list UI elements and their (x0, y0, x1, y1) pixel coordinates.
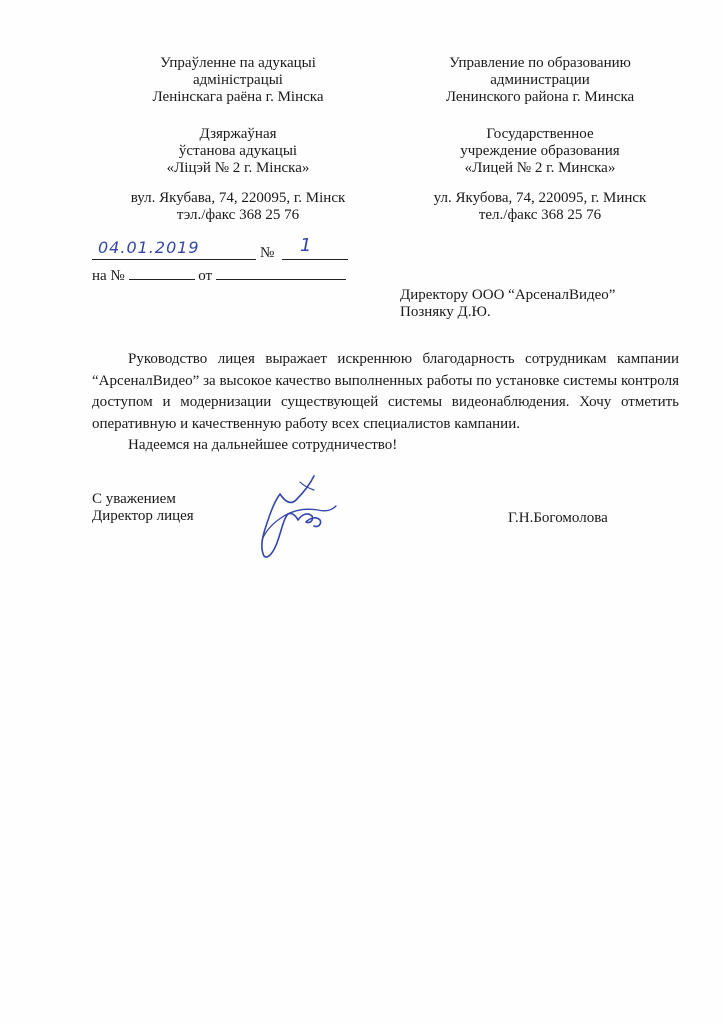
addressee-line: Директору ООО “АрсеналВидео” (400, 287, 616, 303)
signature-icon (244, 470, 344, 565)
org-block-by (88, 55, 388, 106)
inst-block-ru (390, 126, 690, 177)
handwritten-date: 04.01.2019 (98, 238, 200, 257)
closing-line: Директор лицея (92, 508, 194, 524)
signer-name: Г.Н.Богомолова (508, 510, 608, 526)
header-belarusian (88, 55, 388, 225)
org-line: Ленінскага раёна г. Мінска (152, 89, 324, 105)
ref-number-blank (129, 266, 195, 280)
inst-line: «Ліцэй № 2 г. Мінска» (166, 160, 310, 176)
org-line: Упраўленне па адукацыі (160, 55, 316, 71)
header-russian (390, 55, 690, 225)
closing-line: С уважением (92, 491, 176, 507)
org-block-ru (390, 55, 690, 106)
inst-line: Дзяржаўная (199, 126, 277, 142)
body-paragraph: Руководство лицея выражает искреннюю благодарность сотрудникам кампании “АрсеналВидео” за высокое качество выполненных работы по установке системы контроля доступом и модернизации существующей системы видеонаблюдения. Хочу отметить оперативную и качественную работу всех специалистов кампании. (92, 351, 679, 432)
number-underline (282, 259, 348, 260)
org-line: адміністрацыі (193, 72, 283, 88)
inst-block-by (88, 126, 388, 177)
handwritten-number: 1 (300, 235, 312, 256)
date-underline (92, 259, 256, 260)
addr-line: тел./факс 368 25 76 (478, 207, 602, 223)
addr-line: вул. Якубава, 74, 220095, г. Мінск (130, 190, 346, 206)
inst-line: ўстанова адукацыі (178, 143, 298, 159)
ref-date-blank (216, 266, 346, 280)
addr-block-by (88, 190, 388, 224)
org-line: Управление по образованию (449, 55, 631, 71)
number-label: № (260, 245, 275, 261)
addr-block-ru (390, 190, 690, 224)
registration-row (92, 235, 352, 263)
inst-line: Государственное (486, 126, 594, 142)
addressee-line: Позняку Д.Ю. (400, 304, 491, 320)
inst-line: учреждение образования (460, 143, 620, 159)
addressee-block (400, 287, 700, 321)
org-line: Ленинского района г. Минска (445, 89, 635, 105)
ref-prefix: на № (92, 268, 125, 284)
org-line: администрации (490, 72, 590, 88)
addr-line: тэл./факс 368 25 76 (176, 207, 300, 223)
reference-row (92, 266, 352, 285)
letter-body (92, 349, 679, 457)
ref-from-label: от (198, 268, 213, 284)
addr-line: ул. Якубова, 74, 220095, г. Минск (433, 190, 647, 206)
body-paragraph: Надеемся на дальнейшее сотрудничество! (128, 437, 398, 453)
inst-line: «Лицей № 2 г. Минска» (464, 160, 616, 176)
